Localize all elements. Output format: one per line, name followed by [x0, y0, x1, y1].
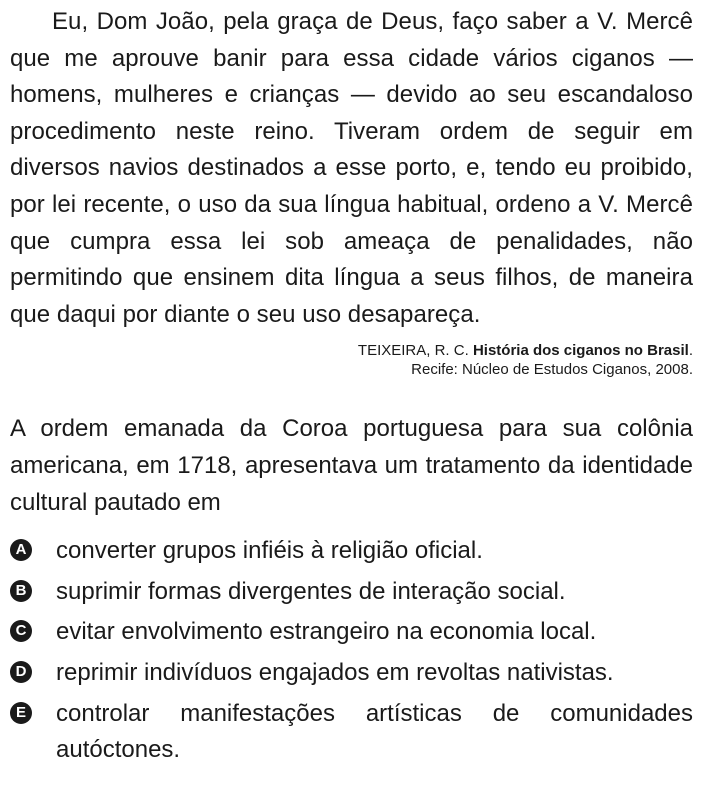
- option-d[interactable]: [10, 655, 693, 692]
- citation-title: História dos ciganos no Brasil: [472, 342, 689, 360]
- option-c-letter-badge: C: [10, 620, 32, 642]
- citation-line-1: [10, 341, 693, 360]
- option-a-text: converter grupos infiéis à religião oficial.: [56, 537, 483, 565]
- option-b-letter-badge: B: [10, 580, 32, 602]
- option-c[interactable]: [10, 614, 693, 651]
- option-b[interactable]: [10, 574, 693, 611]
- option-c-text: evitar envolvimento estrangeiro na economia local.: [56, 618, 597, 646]
- option-e-text: controlar manifestações artísticas de comunidades autóctones.: [56, 699, 693, 764]
- option-e-letter-badge: E: [10, 702, 32, 724]
- citation: [10, 341, 693, 379]
- question-page: [10, 4, 693, 773]
- citation-period: .: [688, 342, 693, 360]
- option-e[interactable]: [10, 696, 693, 769]
- citation-author: TEIXEIRA, R. C.: [357, 342, 469, 360]
- source-passage: Eu, Dom João, pela graça de Deus, faço saber a V. Mercê que me aprouve banir para essa cidade vários ciganos — homens, mulheres e crianças — devido ao seu escandaloso procedimento neste reino. Tiveram ordem de seguir em diversos navios destinados a esse porto, e, tendo eu proibido, por lei recente, o uso da sua língua habitual, ordeno a V. Mercê que cumpra essa lei sob ameaça de penalidades, não permitindo que ensinem dita língua a seus filhos, de maneira que daqui por diante o seu uso desapareça.: [10, 8, 693, 328]
- option-d-text: reprimir indivíduos engajados em revoltas nativistas.: [56, 658, 614, 686]
- answer-options: [10, 533, 693, 769]
- option-a[interactable]: [10, 533, 693, 570]
- option-b-text: suprimir formas divergentes de interação social.: [56, 577, 566, 605]
- option-d-letter-badge: D: [10, 661, 32, 683]
- citation-publisher: Recife: Núcleo de Estudos Ciganos, 2008.: [411, 361, 693, 379]
- question-stem: A ordem emanada da Coroa portuguesa para sua colônia americana, em 1718, apresentava um tratamento da identidade cultural pautado em: [10, 415, 693, 516]
- option-a-letter-badge: A: [10, 539, 32, 561]
